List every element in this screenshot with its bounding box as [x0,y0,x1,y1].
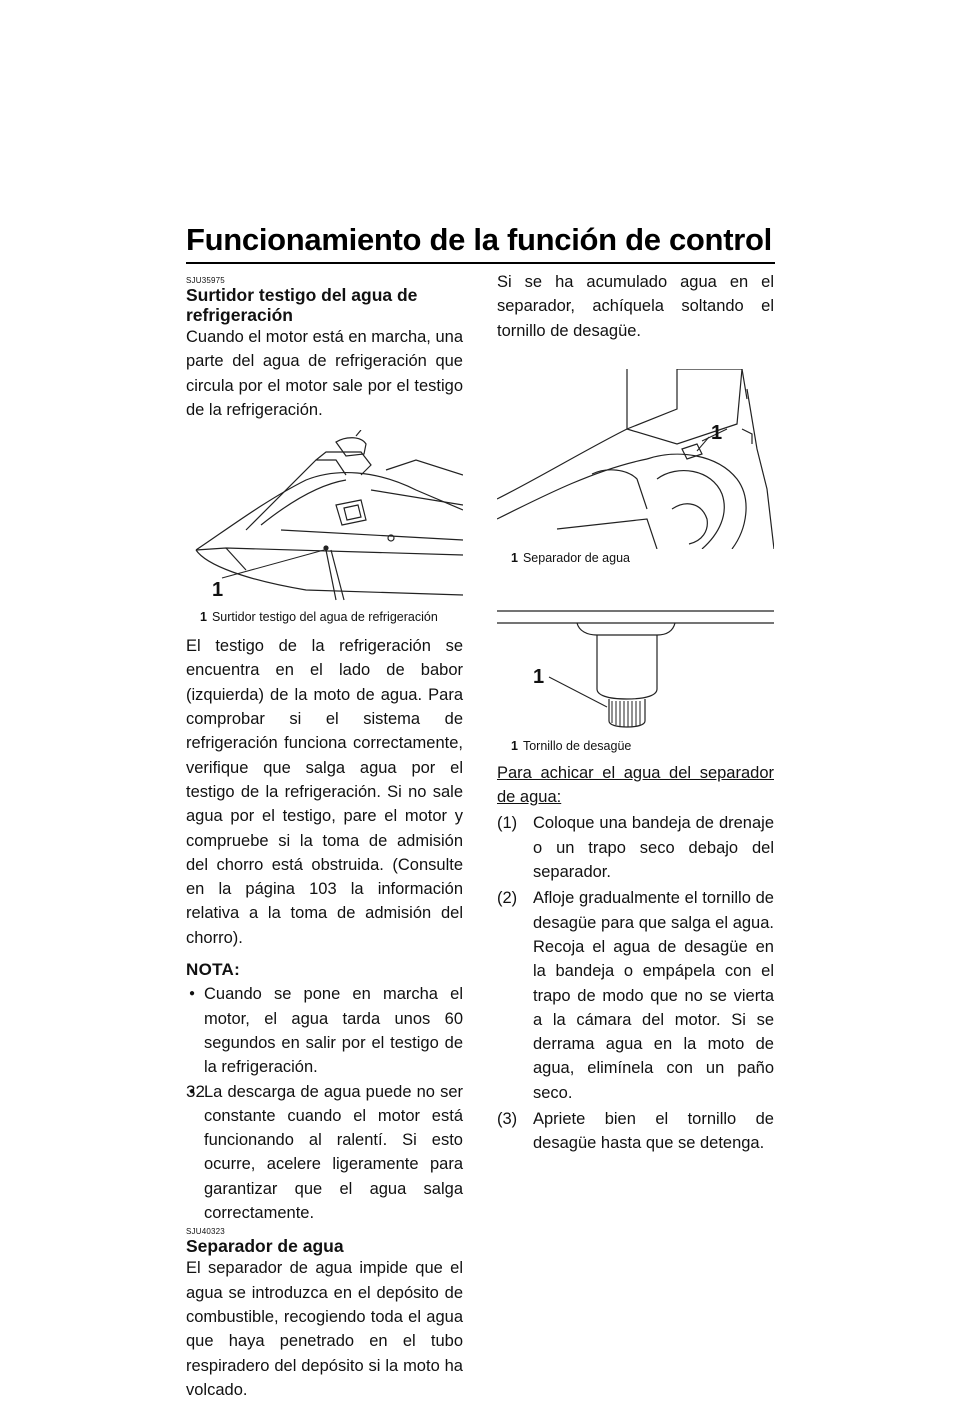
procedure-step: (1) Coloque una bandeja de drenaje o un trapo seco debajo del separador. [497,814,774,882]
procedure-title: Para achicar el agua del separador de agua: [497,763,774,807]
section-code: SJU40323 [186,1227,225,1237]
procedure-step: (2) Afloje gradualmente el tornillo de desagüe para que salga el agua. Recoja el agua de desagüe en la bandeja o empápela con el trapo de modo que no se vierta a la cámara del motor. Si se derrama agua en la moto de agua, elimínela con un paño seco. [497,889,774,1102]
separator-figure [497,369,774,567]
figure-callout: 1 [533,665,545,688]
section-title: Surtidor testigo del agua de refrigeración [186,285,418,325]
right-column [497,270,774,1156]
header-rule [186,262,775,264]
drain-screw-figure [497,589,774,755]
page-title: Funcionamiento de la función de control [186,222,772,257]
figure-callout: 1 [711,421,723,444]
figure-caption: 1 Tornillo de desagüe [511,738,632,753]
jetski-illustration [186,430,463,608]
figure-caption: 1 Surtidor testigo del agua de refrigeración [200,610,438,625]
page-number: 32 [186,1082,205,1101]
section-body: El testigo de la refrigeración se encuentra en el lado de babor (izquierda) de la moto de agua. Para comprobar si el sistema de refrigeración funciona correctamente, verifique que salga agua por el testigo de la refrigeración. Si no sale agua por el testigo, pare el motor y compruebe si la toma de admisión del chorro está obstruida. (Consulte en la página 103 la información relativa a la toma de admisión del chorro). [186,637,463,947]
section-intro-cont: Si se ha acumulado agua en el separador, achíquela soltando el tornillo de desagüe. [497,273,774,340]
figure-callout: 1 [212,579,224,602]
left-column [186,276,463,1402]
jetski-figure [186,430,463,626]
section-title: Separador de agua [186,1236,344,1257]
section-intro: El separador de agua impide que el agua se introduzca en el depósito de combustible, recogiendo toda el agua que haya penetrado en el tubo respiradero del depósito si la moto ha volcado. [186,1259,463,1399]
drain-screw-illustration [497,589,774,737]
separator-illustration [497,369,774,549]
figure-caption: 1 Separador de agua [511,550,630,565]
note-item: ● La descarga de agua puede no ser constante cuando el motor está funcionando al ralentí. Si esto ocurre, acelere ligeramente para garantizar que el agua salga correctamente. [186,1080,463,1226]
note-title: NOTA: [186,960,241,980]
note-list [186,982,463,1225]
section-intro: Cuando el motor está en marcha, una parte del agua de refrigeración que circula por el motor sale por el testigo de la refrigeración. [186,328,463,419]
note-item: ● Cuando se pone en marcha el motor, el agua tarda unos 60 segundos en salir por el testigo de la refrigeración. [186,982,463,1079]
section-code: SJU35975 [186,276,225,285]
procedure-step: (3) Apriete bien el tornillo de desagüe hasta que se detenga. [497,1110,774,1153]
procedure-steps [497,811,774,1155]
